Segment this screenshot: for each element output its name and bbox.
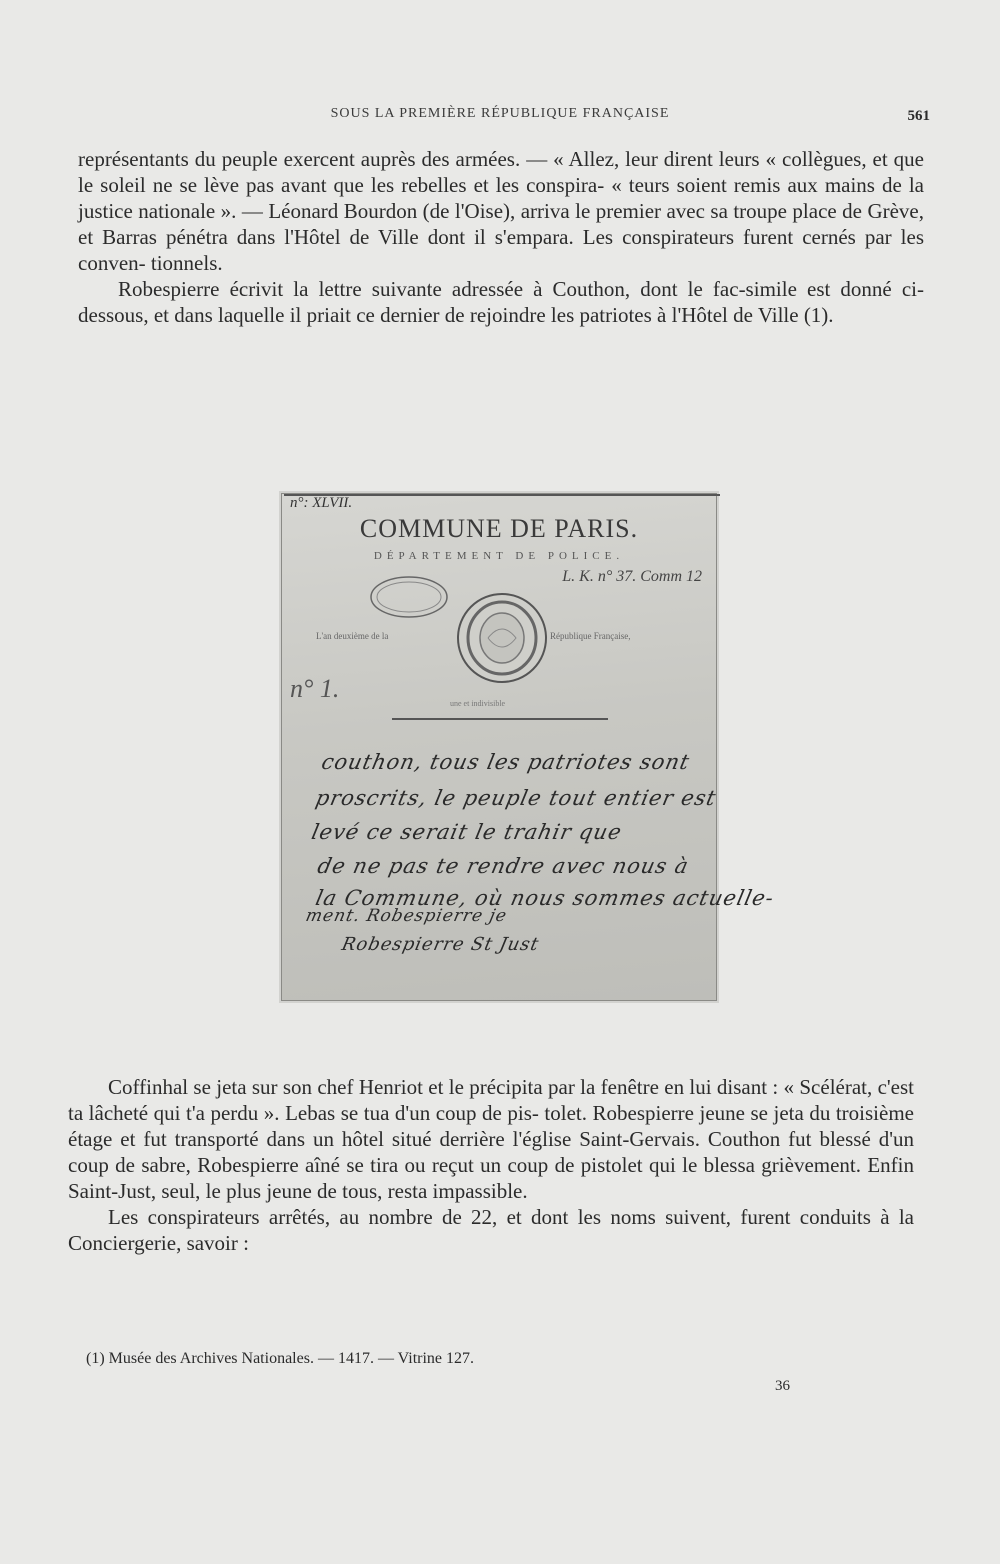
sheet-signature: 36 xyxy=(775,1378,790,1394)
letter-facsimile xyxy=(281,493,777,1001)
facsimile-subtitle: DÉPARTEMENT DE POLICE. xyxy=(373,550,625,562)
text-block-top xyxy=(78,146,924,328)
facsimile-left-text: L'an deuxième de la xyxy=(316,631,389,641)
small-stamp-icon xyxy=(364,572,454,622)
handwriting-line: ment. Robespierre je xyxy=(303,906,510,926)
page-number: 561 xyxy=(907,108,930,124)
facsimile-title: COMMUNE DE PARIS. xyxy=(359,514,639,543)
paragraph-4: Les conspirateurs arrêtés, au nombre de 22, et dont les noms suivent, furent conduits à la Conciergerie, savoir : xyxy=(68,1205,914,1255)
signatures: Robespierre St Just xyxy=(339,934,542,955)
facsimile-reference: L. K. n° 37. Comm 12 xyxy=(562,568,702,585)
handwriting-line: couthon, tous les patriotes sont xyxy=(319,750,693,774)
facsimile-divider xyxy=(392,718,608,720)
facsimile-top-mark: n°: XLVII. xyxy=(284,494,720,510)
text-block-bottom xyxy=(68,1074,914,1256)
facsimile-right-text: République Française, xyxy=(550,631,631,641)
handwriting-line: levé ce serait le trahir que xyxy=(309,820,625,844)
paragraph-2: Robespierre écrivit la lettre suivante adressée à Couthon, dont le fac-simile est donné ci-dessous, et dans laquelle il priait ce dernier de rejoindre les patriotes à l'Hôtel de Ville (1). xyxy=(78,277,924,327)
handwriting-line: proscrits, le peuple tout entier est xyxy=(313,786,719,810)
paragraph-1: représentants du peuple exercent auprès des armées. — « Allez, leur dirent leurs « collègues, et que le soleil ne se lève pas avant que les rebelles et les conspira- « teurs soient remis aux mains de la justice nationale ». — Léonard Bourdon (de l'Oise), arriva le premier avec sa troupe place de Grève, et Barras pénétra dans l'Hôtel de Ville dont il s'empara. Les conspirateurs furent cernés par les conven- tionnels. xyxy=(78,147,924,275)
handwriting-line: de ne pas te rendre avec nous à xyxy=(315,854,692,878)
running-title: SOUS LA PREMIÈRE RÉPUBLIQUE FRANÇAISE xyxy=(330,106,670,121)
facsimile-number: n° 1. xyxy=(290,674,340,703)
footnote: (1) Musée des Archives Nationales. — 1417. — Vitrine 127. xyxy=(86,1350,475,1367)
seal-icon xyxy=(454,590,550,686)
paragraph-3: Coffinhal se jeta sur son chef Henriot et le précipita par la fenêtre en lui disant : « Scélérat, c'est ta lâcheté qui t'a perdu ». Lebas se tua d'un coup de pis- tolet. Robespierre jeune se jeta du troisième étage et fut transporté dans un hôtel situé derrière l'église Saint-Gervais. Couthon fut blessé d'un coup de sabre, Robespierre aîné se tira ou reçut un coup de pistolet qui le blessa grièvement. Enfin Saint-Just, seul, le plus jeune de tous, resta impassible. xyxy=(68,1075,914,1203)
facsimile-below-text: une et indivisible xyxy=(450,699,506,708)
handwriting-line: la Commune, où nous sommes actuelle- xyxy=(313,886,777,910)
